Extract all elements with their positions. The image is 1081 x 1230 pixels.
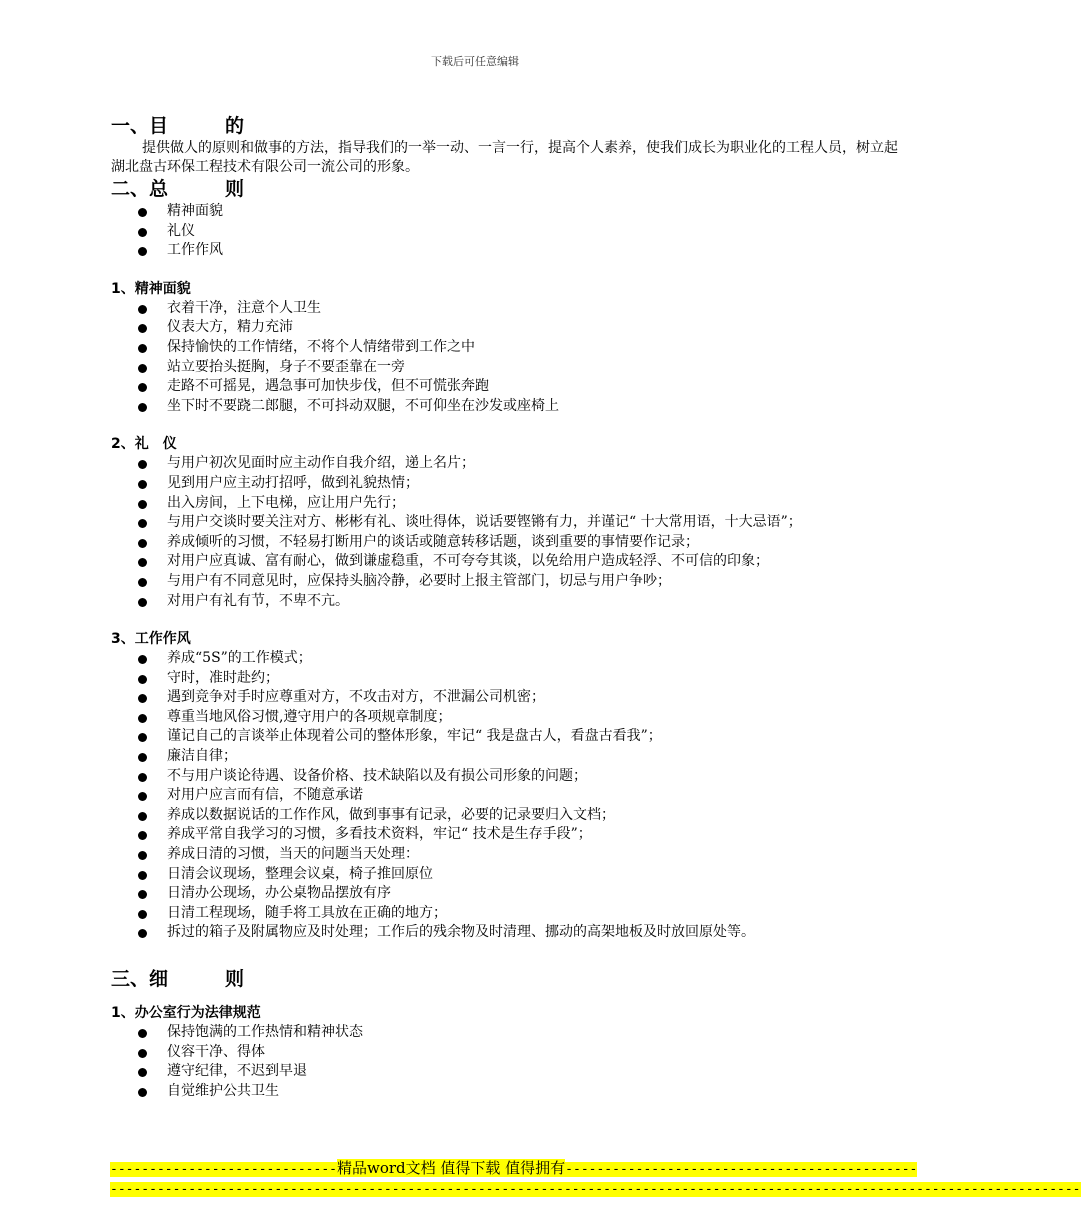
bullet-icon — [138, 324, 147, 333]
list-item — [111, 884, 901, 904]
list-item-text: 养成“5S”的工作模式； — [167, 650, 312, 667]
list-item — [111, 318, 901, 338]
list-item — [111, 688, 901, 708]
bullet-icon — [138, 598, 147, 607]
list-item-text: 养成平常自我学习的习惯，多看技术资料，牢记“ 技术是生存手段”； — [167, 826, 592, 843]
office-conduct-list — [111, 1023, 901, 1101]
list-item — [111, 727, 901, 747]
bullet-icon — [138, 733, 147, 742]
bullet-icon — [138, 208, 147, 217]
list-item-text: 养成以数据说话的工作作风，做到事事有记录，必要的记录要归入文档； — [167, 806, 615, 823]
bullet-icon — [138, 812, 147, 821]
list-item-text: 守时，准时赴约； — [167, 669, 279, 686]
list-item-text: 见到用户应主动打招呼，做到礼貌热情； — [167, 474, 419, 491]
bullet-icon — [138, 910, 147, 919]
bullet-icon — [138, 792, 147, 801]
bullet-icon — [138, 714, 147, 723]
subheading-office-conduct: 1、办公室行为法律规范 — [111, 1005, 261, 1021]
work-style-list — [111, 649, 901, 943]
bullet-icon — [138, 1088, 147, 1097]
bullet-icon — [138, 519, 147, 528]
bullet-icon — [138, 364, 147, 373]
bullet-icon — [138, 675, 147, 684]
footer-slogan: 精品word文档 值得下载 值得拥有 — [336, 1159, 566, 1177]
general-list — [111, 202, 901, 261]
bullet-icon — [138, 753, 147, 762]
bullet-icon — [138, 578, 147, 587]
list-item-text: 尊重当地风俗习惯,遵守用户的各项规章制度； — [167, 708, 452, 725]
bullet-icon — [138, 890, 147, 899]
footer-second-dashes: ---------------------------------------------------------------------------------------------------------------------------- — [110, 1182, 1081, 1197]
list-item — [111, 825, 901, 845]
list-item-text: 谨记自己的言谈举止体现着公司的整体形象，牢记“ 我是盘古人，看盘古看我”； — [167, 728, 662, 745]
list-item-text: 廉洁自律； — [167, 748, 237, 765]
list-item — [111, 1043, 901, 1063]
list-item-text: 精神面貌 — [167, 203, 223, 219]
bullet-icon — [138, 500, 147, 509]
list-item — [111, 454, 901, 474]
list-item-text: 保持饱满的工作热情和精神状态 — [167, 1024, 363, 1040]
header-note: 下载后可任意编辑 — [431, 55, 519, 68]
list-item — [111, 202, 901, 222]
list-item — [111, 747, 901, 767]
bullet-icon — [138, 403, 147, 412]
list-item — [111, 299, 901, 319]
list-item-text: 拆过的箱子及附属物应及时处理；工作后的残余物及时清理、挪动的高架地板及时放回原处等。 — [167, 924, 755, 941]
list-item-text: 与用户有不同意见时，应保持头脑冷静，必要时上报主管部门，切忌与用户争吵； — [167, 572, 671, 589]
list-item — [111, 865, 901, 885]
bullet-icon — [138, 851, 147, 860]
spirit-list — [111, 299, 901, 417]
list-item — [111, 592, 901, 612]
list-item-text: 对用户应真诚、富有耐心，做到谦虚稳重，不可夸夸其谈，以免给用户造成轻浮、不可信的印象； — [167, 553, 769, 570]
section-heading-general: 二、总 则 — [111, 178, 245, 200]
document-body — [111, 114, 901, 1101]
list-item-text: 日清会议现场，整理会议桌，椅子推回原位 — [167, 865, 433, 882]
list-item — [111, 1023, 901, 1043]
bullet-icon — [138, 1049, 147, 1058]
list-item — [111, 397, 901, 417]
list-item-text: 出入房间，上下电梯，应让用户先行； — [167, 494, 405, 511]
footer-line-2 — [110, 1179, 1081, 1200]
bullet-icon — [138, 228, 147, 237]
subheading-spirit: 1、精神面貌 — [111, 280, 191, 297]
list-item-text: 对用户应言而有信，不随意承诺 — [167, 787, 363, 804]
section-heading-details: 三、细 则 — [111, 968, 245, 990]
list-item — [111, 649, 901, 669]
list-item-text: 与用户初次见面时应主动作自我介绍，递上名片； — [167, 455, 475, 472]
list-item — [111, 474, 901, 494]
list-item-text: 日清工程现场，随手将工具放在正确的地方； — [167, 904, 447, 921]
list-item-text: 保持愉快的工作情绪，不将个人情绪带到工作之中 — [167, 338, 475, 355]
list-item — [111, 572, 901, 592]
list-item — [111, 845, 901, 865]
list-item-text: 养成日清的习惯，当天的问题当天处理： — [167, 846, 419, 863]
bullet-icon — [138, 694, 147, 703]
bullet-icon — [138, 655, 147, 664]
list-item-text: 走路不可摇晃，遇急事可加快步伐，但不可慌张奔跑 — [167, 378, 489, 395]
list-item-text: 与用户交谈时要关注对方、彬彬有礼、谈吐得体，说话要铿锵有力，并谨记“ 十大常用语，十大忌语”； — [167, 514, 802, 531]
etiquette-list — [111, 454, 901, 611]
list-item-text: 站立要抬头挺胸，身子不要歪靠在一旁 — [167, 358, 405, 375]
bullet-icon — [138, 305, 147, 314]
list-item-text: 礼仪 — [167, 222, 195, 239]
footer-left-dashes: ----------------------------- — [110, 1162, 337, 1177]
bullet-icon — [138, 460, 147, 469]
list-item — [111, 1082, 901, 1102]
list-item — [111, 377, 901, 397]
list-item — [111, 222, 901, 242]
list-item-text: 坐下时不要跷二郎腿，不可抖动双腿，不可仰坐在沙发或座椅上 — [167, 397, 559, 414]
subheading-work-style: 3、工作作风 — [111, 631, 191, 648]
list-item — [111, 904, 901, 924]
bullet-icon — [138, 383, 147, 392]
bullet-icon — [138, 558, 147, 567]
list-item-text: 工作作风 — [167, 242, 223, 259]
bullet-icon — [138, 344, 147, 353]
bullet-icon — [138, 773, 147, 782]
purpose-paragraph: 提供做人的原则和做事的方法，指导我们的一举一动、一言一行，提高个人素养，使我们成长为职业化的工程人员，树立起湖北盘古环保工程技术有限公司一流公司的形象。 — [111, 140, 898, 175]
list-item-text: 自觉维护公共卫生 — [167, 1082, 279, 1099]
list-item-text: 日清办公现场，办公桌物品摆放有序 — [167, 885, 391, 902]
list-item-text: 仪容干净、得体 — [167, 1043, 265, 1060]
bullet-icon — [138, 871, 147, 880]
bullet-icon — [138, 1029, 147, 1038]
list-item-text: 遇到竞争对手时应尊重对方，不攻击对方，不泄漏公司机密； — [167, 689, 545, 706]
list-item — [111, 494, 901, 514]
footer-banner — [110, 1158, 1081, 1200]
bullet-icon — [138, 480, 147, 489]
list-item — [111, 708, 901, 728]
list-item-text: 养成倾听的习惯，不轻易打断用户的谈话或随意转移话题，谈到重要的事情要作记录； — [167, 533, 699, 550]
bullet-icon — [138, 539, 147, 548]
subheading-etiquette: 2、礼 仪 — [111, 436, 177, 453]
list-item — [111, 1062, 901, 1082]
footer-line-1 — [110, 1158, 918, 1179]
list-item — [111, 767, 901, 787]
bullet-icon — [138, 929, 147, 938]
list-item — [111, 806, 901, 826]
footer-right-dashes: --------------------------------------------- — [565, 1162, 918, 1177]
list-item — [111, 513, 901, 533]
list-item — [111, 338, 901, 358]
bullet-icon — [138, 247, 147, 256]
list-item — [111, 533, 901, 553]
list-item-text: 遵守纪律，不迟到早退 — [167, 1063, 307, 1080]
list-item — [111, 552, 901, 572]
list-item-text: 对用户有礼有节，不卑不亢。 — [167, 592, 349, 609]
list-item — [111, 358, 901, 378]
section-heading-purpose: 一、目 的 — [111, 115, 245, 137]
bullet-icon — [138, 831, 147, 840]
list-item — [111, 786, 901, 806]
list-item-text: 衣着干净，注意个人卫生 — [167, 299, 321, 316]
bullet-icon — [138, 1068, 147, 1077]
list-item-text: 不与用户谈论待遇、设备价格、技术缺陷以及有损公司形象的问题； — [167, 767, 587, 784]
list-item — [111, 669, 901, 689]
list-item — [111, 241, 901, 261]
list-item — [111, 923, 901, 943]
list-item-text: 仪表大方，精力充沛 — [167, 319, 293, 336]
